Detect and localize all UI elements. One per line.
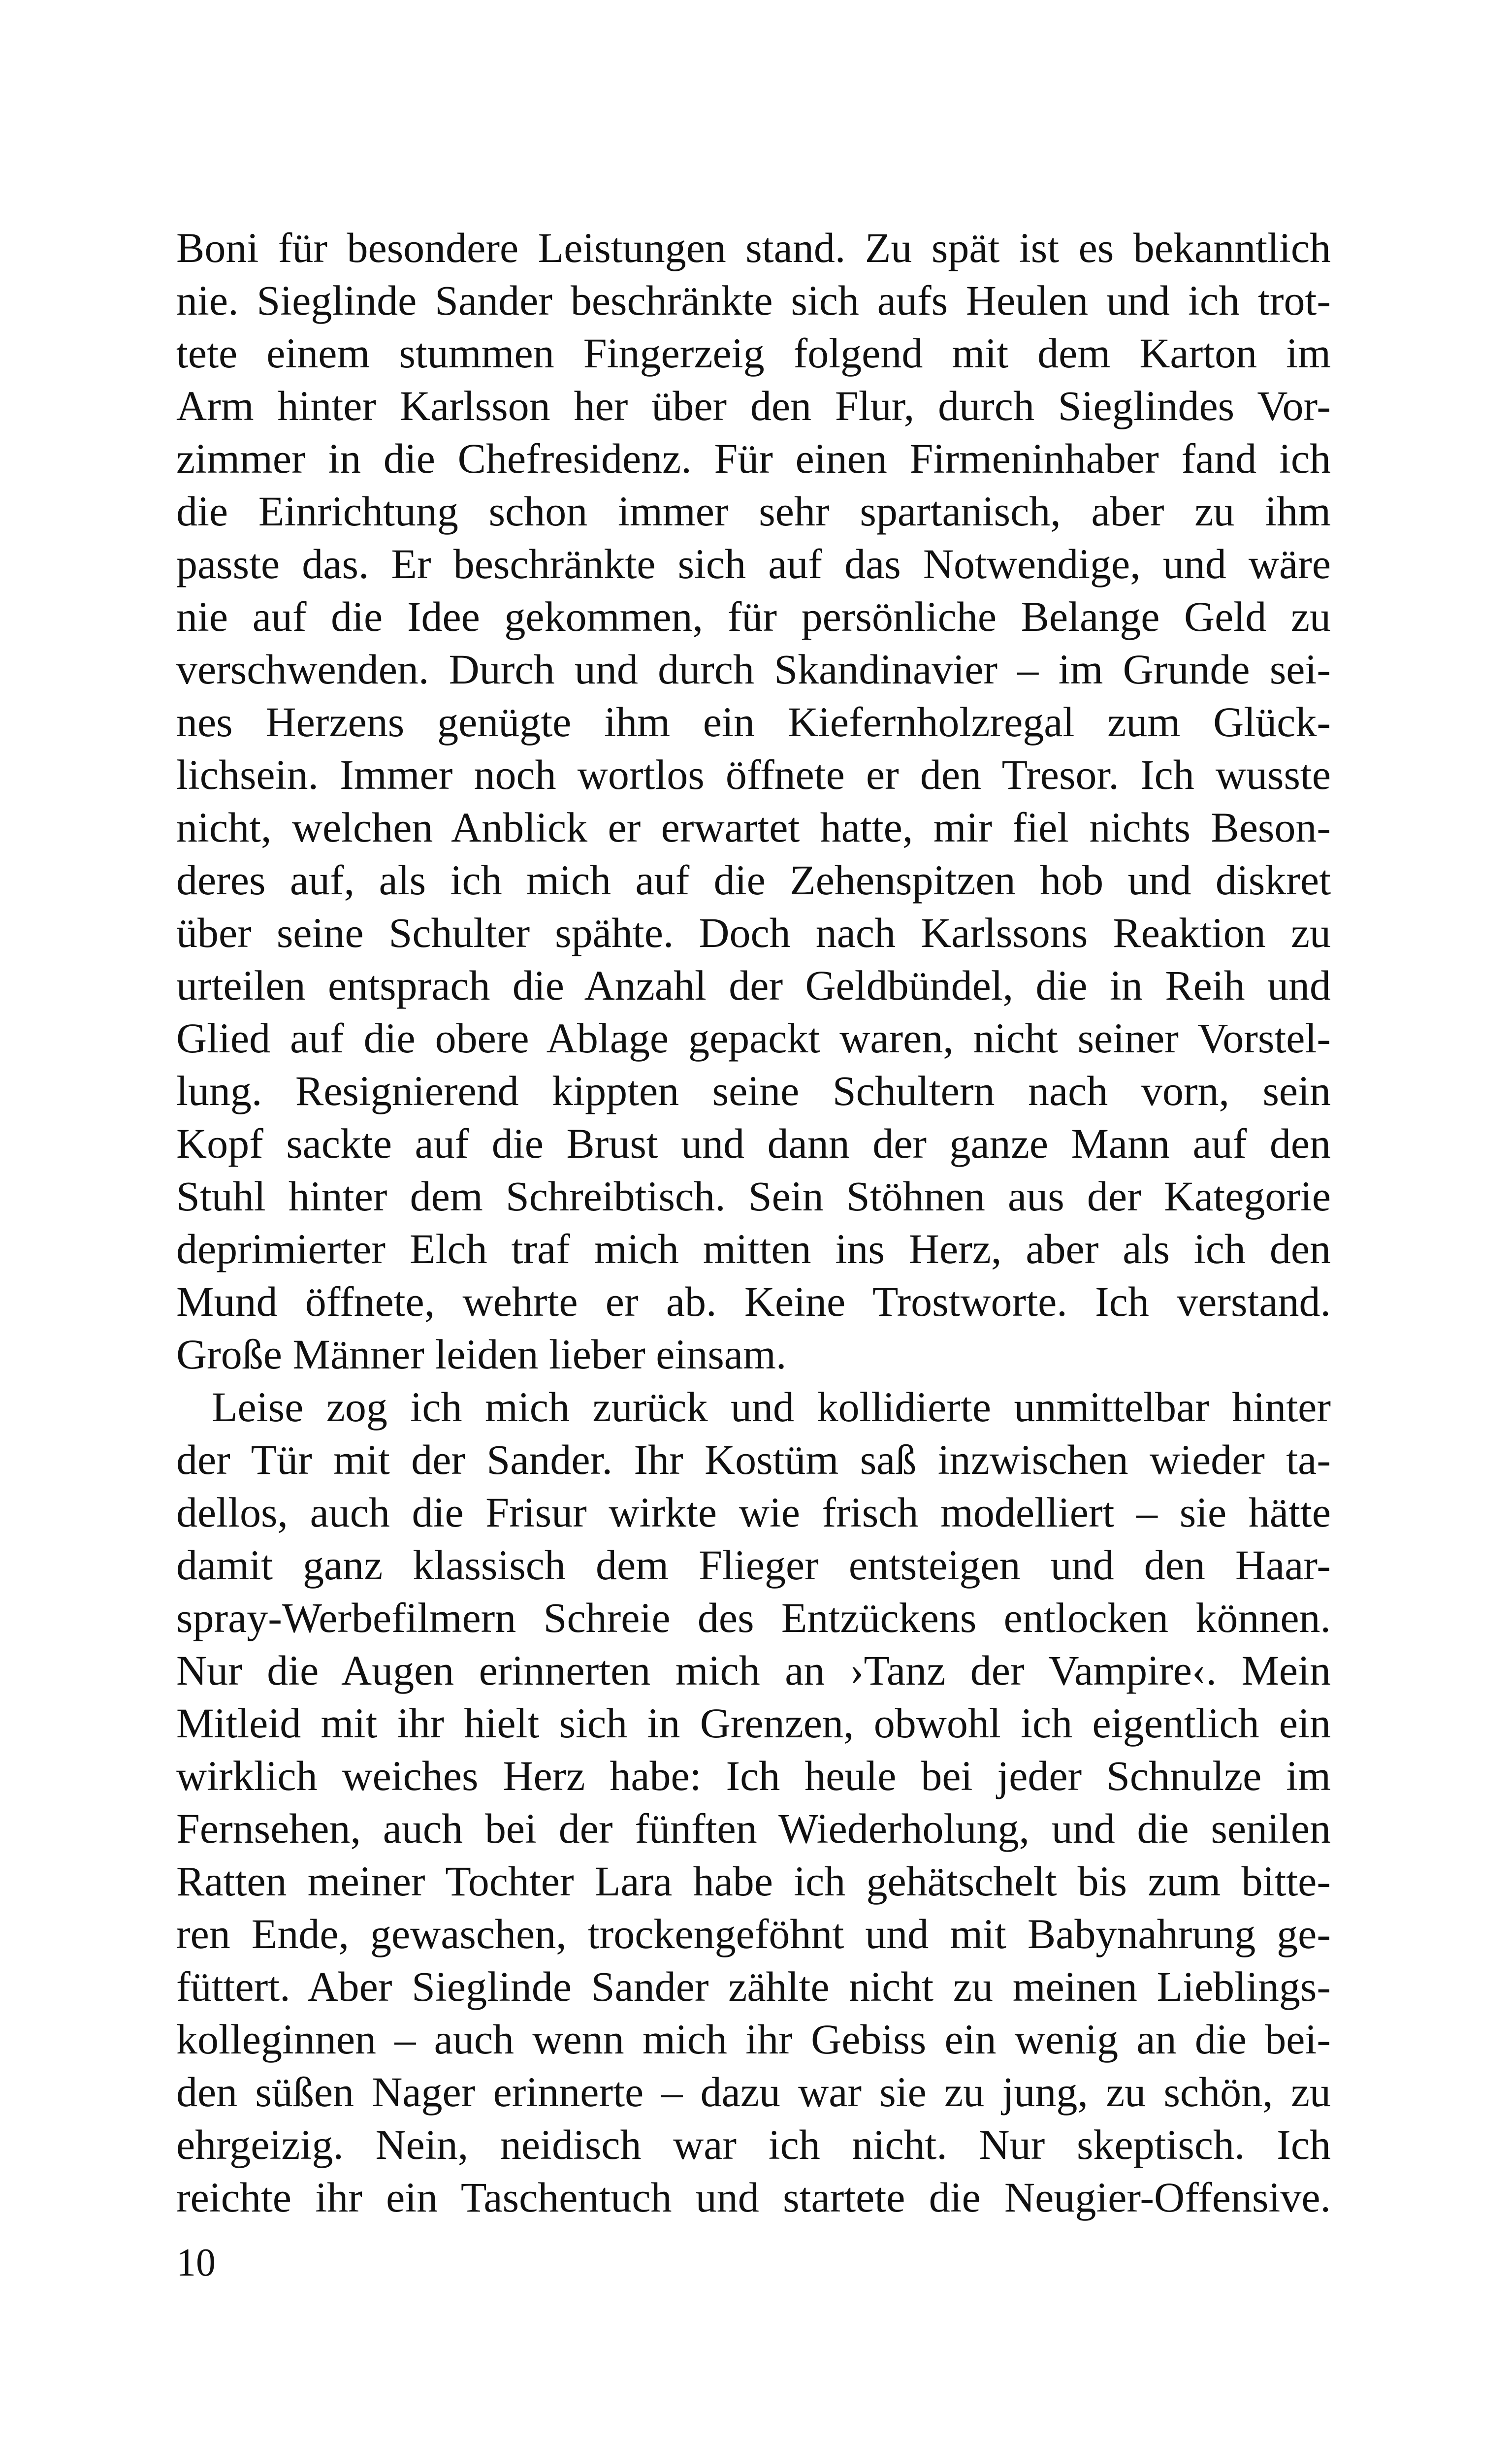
text-line: nes Herzens genügte ihm ein Kiefernholzregal zum Glück- xyxy=(176,698,1331,746)
text-line: urteilen entsprach die Anzahl der Geldbündel, die in Reih und xyxy=(176,962,1331,1009)
text-line: über seine Schulter spähte. Doch nach Karlssons Reaktion zu xyxy=(176,909,1331,956)
text-line: der Tür mit der Sander. Ihr Kostüm saß inzwischen wieder ta- xyxy=(176,1436,1331,1483)
page-number: 10 xyxy=(176,2241,216,2284)
text-line: deres auf, als ich mich auf die Zehenspitzen hob und diskret xyxy=(176,856,1331,904)
text-line: verschwenden. Durch und durch Skandinavier – im Grunde sei- xyxy=(176,646,1331,693)
text-line: Kopf sackte auf die Brust und dann der ganze Mann auf den xyxy=(176,1120,1331,1167)
text-line: lichsein. Immer noch wortlos öffnete er den Tresor. Ich wusste xyxy=(176,751,1331,798)
text-line: Nur die Augen erinnerten mich an ›Tanz der Vampire‹. Mein xyxy=(176,1647,1331,1694)
text-line: füttert. Aber Sieglinde Sander zählte nicht zu meinen Lieblings- xyxy=(176,1963,1331,2010)
text-line: Glied auf die obere Ablage gepackt waren, nicht seiner Vorstel- xyxy=(176,1014,1331,1062)
text-line: Ratten meiner Tochter Lara habe ich gehätschelt bis zum bitte- xyxy=(176,1857,1331,1905)
text-line: damit ganz klassisch dem Flieger entsteigen und den Haar- xyxy=(176,1541,1331,1589)
paragraph-start-line: Leise zog ich mich zurück und kollidierte unmittelbar hinter xyxy=(212,1383,1331,1431)
text-line: Mitleid mit ihr hielt sich in Grenzen, obwohl ich eigentlich ein xyxy=(176,1699,1331,1747)
text-line: nie. Sieglinde Sander beschränkte sich aufs Heulen und ich trot- xyxy=(176,277,1331,324)
text-line: kolleginnen – auch wenn mich ihr Gebiss ein wenig an die bei- xyxy=(176,2016,1331,2063)
text-line: dellos, auch die Frisur wirkte wie frisch modelliert – sie hätte xyxy=(176,1489,1331,1536)
text-line: deprimierter Elch traf mich mitten ins Herz, aber als ich den xyxy=(176,1225,1331,1272)
paragraph-end-line: Große Männer leiden lieber einsam. xyxy=(176,1331,787,1378)
text-line: Mund öffnete, wehrte er ab. Keine Trostworte. Ich verstand. xyxy=(176,1278,1331,1325)
text-line: nicht, welchen Anblick er erwartet hatte, mir fiel nichts Beson- xyxy=(176,804,1331,851)
text-line: zimmer in die Chefresidenz. Für einen Firmeninhaber fand ich xyxy=(176,435,1331,482)
text-line: wirklich weiches Herz habe: Ich heule bei jeder Schnulze im xyxy=(176,1752,1331,1799)
text-line: nie auf die Idee gekommen, für persönliche Belange Geld zu xyxy=(176,593,1331,640)
text-line: reichte ihr ein Taschentuch und startete die Neugier-Offensive. xyxy=(176,2174,1331,2221)
text-line: tete einem stummen Fingerzeig folgend mit dem Karton im xyxy=(176,329,1331,377)
text-line: passte das. Er beschränkte sich auf das Notwendige, und wäre xyxy=(176,540,1331,587)
text-line: die Einrichtung schon immer sehr spartanisch, aber zu ihm xyxy=(176,488,1331,535)
text-line: spray-Werbefilmern Schreie des Entzückens entlocken können. xyxy=(176,1594,1331,1641)
text-line: lung. Resignierend kippten seine Schultern nach vorn, sein xyxy=(176,1067,1331,1114)
text-line: ehrgeizig. Nein, neidisch war ich nicht. Nur skeptisch. Ich xyxy=(176,2121,1331,2168)
text-line: Arm hinter Karlsson her über den Flur, durch Sieglindes Vor- xyxy=(176,382,1331,429)
text-line: Boni für besondere Leistungen stand. Zu spät ist es bekanntlich xyxy=(176,224,1331,271)
body-text xyxy=(176,222,1331,2224)
text-line: den süßen Nager erinnerte – dazu war sie zu jung, zu schön, zu xyxy=(176,2068,1331,2116)
text-line: Stuhl hinter dem Schreibtisch. Sein Stöhnen aus der Kategorie xyxy=(176,1173,1331,1220)
text-line: ren Ende, gewaschen, trockengeföhnt und mit Babynahrung ge- xyxy=(176,1910,1331,1957)
text-line: Fernsehen, auch bei der fünften Wiederholung, und die senilen xyxy=(176,1805,1331,1852)
